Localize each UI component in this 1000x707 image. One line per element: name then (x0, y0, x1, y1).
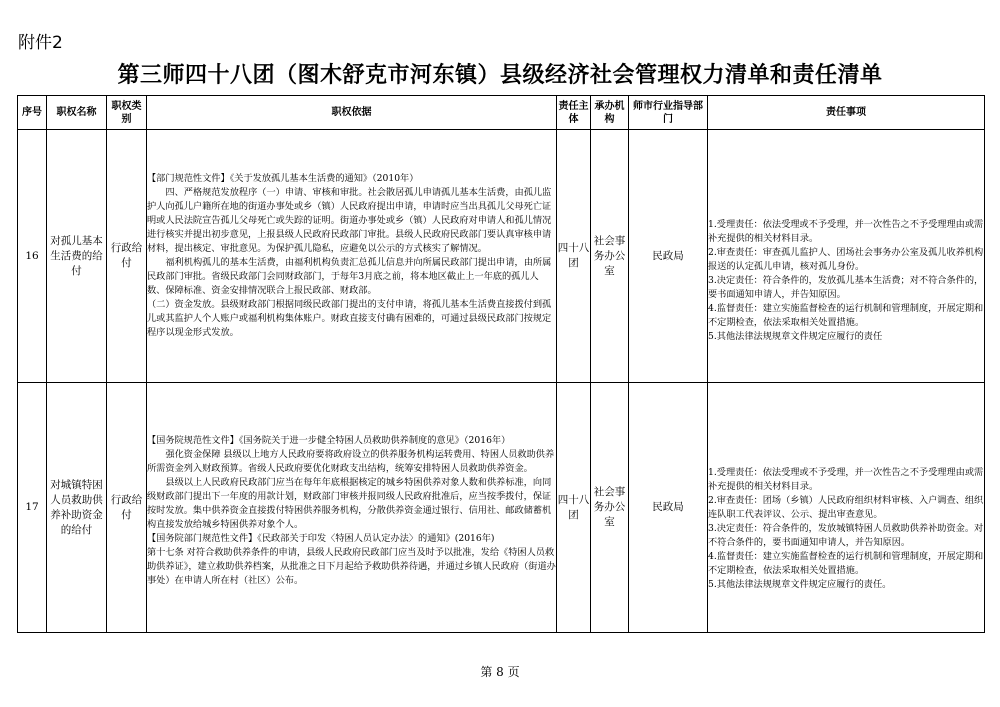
duty-item: 3.决定责任：符合条件的，发放城镇特困人员救助供养补助资金。对不符合条件的，要书面通知申请人，并告知原因。 (708, 522, 984, 548)
cell-basis (147, 130, 557, 383)
cell-category: 行政给付 (107, 130, 147, 383)
duty-item: 5.其他法律法规规章文件规定应履行的责任 (708, 331, 883, 342)
table-row (18, 130, 985, 383)
header-basis: 职权依据 (147, 96, 557, 130)
duty-item: 2.审查责任：审查孤儿监护人、团场社会事务办公室及孤儿收养机构报送的认定孤儿申请，核对孤儿身份。 (708, 247, 984, 272)
cell-subject: 四十八团 (557, 383, 591, 633)
cell-org: 社会事务办公室 (591, 383, 629, 633)
basis-paragraph: 【国务院部门规范性文件】《民政部关于印发〈特困人员认定办法〉的通知》(2016年) (147, 532, 495, 544)
page-number: 第 8 页 (480, 665, 520, 679)
attachment-label: 附件2 (18, 33, 63, 53)
header-duty: 责任事项 (708, 96, 985, 130)
cell-org: 社会事务办公室 (591, 130, 629, 383)
cell-name: 对孤儿基本生活费的给付 (47, 130, 107, 383)
cell-basis (147, 383, 557, 633)
cell-subject: 四十八团 (557, 130, 591, 383)
basis-paragraph: 强化资金保障 县级以上地方人民政府要将政府设立的供养服务机构运转费用、特困人员救助供养所需资金列入财政预算。省级人民政府要优化财政支出结构，统筹安排特困人员救助供养资金。 (147, 448, 555, 474)
duty-item: 2.审查责任：团场（乡镇）人民政府组织材料审核、入户调查、组织连队职工代表评议、公示、提出审查意见。 (708, 494, 984, 520)
page-title: 第三师四十八团（图木舒克市河东镇）县级经济社会管理权力清单和责任清单 (117, 63, 883, 88)
table-header-row (18, 96, 985, 130)
cell-category: 行政给付 (107, 383, 147, 633)
header-name: 职权名称 (47, 96, 107, 130)
table-row (18, 383, 985, 633)
cell-guide: 民政局 (629, 130, 708, 383)
responsibility-table (17, 95, 985, 633)
cell-guide: 民政局 (629, 383, 708, 633)
cell-duty (708, 383, 985, 633)
basis-paragraph: 【国务院规范性文件】《国务院关于进一步健全特困人员救助供养制度的意见》（2016年） (147, 434, 511, 446)
duty-item: 4.监督责任：建立实施监督检查的运行机制和管理制度，开展定期和不定期检查，依法采取相关处置措施。 (708, 550, 984, 576)
basis-paragraph: 县级以上人民政府民政部门应当在每年年底根据核定的城乡特困供养对象人数和供养标准，向同级财政部门提出下一年度的用款计划，财政部门审核并报同级人民政府批准后，应当按季拨付，保证按时发放。集中供养资金直接拨付特困供养服务机构，分散供养资金通过银行、信用社、邮政储蓄机构直接发放给城乡特困供养对象个人。 (147, 476, 552, 530)
cell-name: 对城镇特困人员救助供养补助资金的给付 (47, 383, 107, 633)
basis-paragraph: 【部门规范性文件】《关于发放孤儿基本生活费的通知》（2010年） (147, 173, 419, 184)
header-subject: 责任主体 (557, 96, 591, 130)
duty-item: 1.受理责任：依法受理或不予受理，并一次性告之不予受理理由或需补充提供的相关材料目录。 (708, 466, 984, 492)
duty-item: 3.决定责任：符合条件的，发放孤儿基本生活费；对不符合条件的，要书面通知申请人，并告知原因。 (708, 275, 984, 300)
basis-paragraph: 福利机构孤儿的基本生活费，由福利机构负责汇总孤儿信息并向所属民政部门提出申请，由所属民政部门审批。省级民政部门会同财政部门，于每年3月底之前，将本地区截止上一年底的孤儿人数、保障标准、资金安排情况联合上报民政部、财政部。 (147, 257, 552, 296)
basis-paragraph: 四、严格规范发放程序（一）申请、审核和审批。社会散居孤儿申请孤儿基本生活费，由孤儿监护人向孤儿户籍所在地的街道办事处或乡（镇）人民政府提出申请，申请时应当出具孤儿父母死亡证明或人民法院宣告孤儿父母死亡或失踪的证明。街道办事处或乡（镇）人民政府对申请人和孤儿情况进行核实并提出初步意见，上报县级人民政府民政部门审批。县级人民政府民政部门要认真审核申请材料，提出核定、审批意见。为保护孤儿隐私，应避免以公示的方式核实了解情况。 (147, 187, 552, 254)
header-guide: 师市行业指导部门 (629, 96, 708, 130)
basis-paragraph: 第十七条 对符合救助供养条件的申请，县级人民政府民政部门应当及时予以批准，发给《特困人员救助供养证》，建立救助供养档案，从批准之日下月起给予救助供养待遇，并通过乡镇人民政府（街道办事处）在申请人所在村（社区）公布。 (147, 546, 556, 586)
header-org: 承办机构 (591, 96, 629, 130)
cell-seq: 17 (18, 383, 47, 633)
duty-item: 5.其他法律法规规章文件规定应履行的责任。 (708, 578, 892, 590)
header-category: 职权类别 (107, 96, 147, 130)
basis-paragraph: （二）资金发放。县级财政部门根据同级民政部门提出的支付申请，将孤儿基本生活费直接拨付到孤儿或其监护人个人账户或福利机构集体账户。财政直接支付确有困难的，可通过县级民政部门按规定程序以现金形式发放。 (147, 299, 552, 338)
duty-item: 4.监督责任：建立实施监督检查的运行机制和管理制度，开展定期和不定期检查，依法采取相关处置措施。 (708, 303, 984, 328)
cell-seq: 16 (18, 130, 47, 383)
duty-item: 1.受理责任：依法受理或不予受理，并一次性告之不予受理理由或需补充提供的相关材料目录。 (708, 219, 984, 244)
header-seq: 序号 (18, 96, 47, 130)
cell-duty (708, 130, 985, 383)
